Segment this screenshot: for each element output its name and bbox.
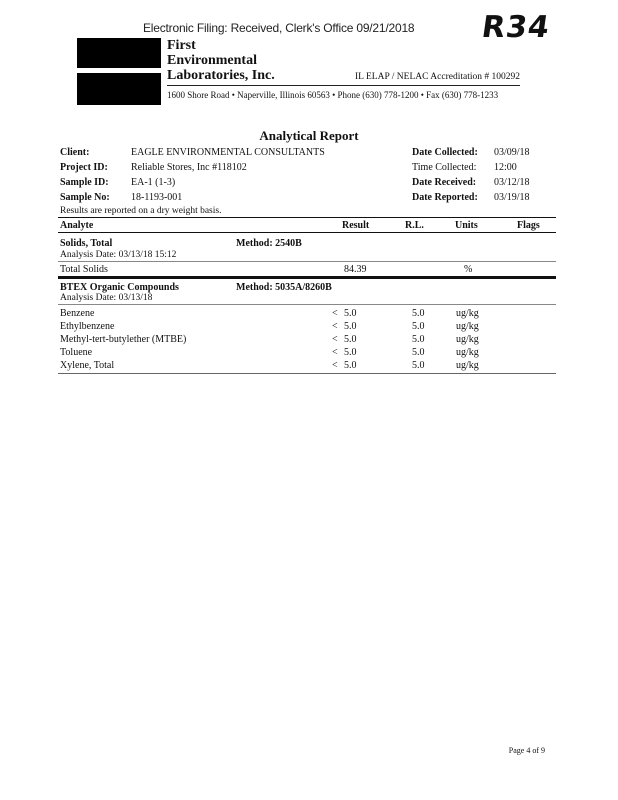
date-collected-value: 03/09/18 [494, 147, 530, 158]
date-reported-value: 03/19/18 [494, 192, 530, 203]
report-title: Analytical Report [259, 128, 359, 143]
date-collected-label: Date Collected: [412, 147, 478, 158]
solids-section-title: Solids, Total [60, 238, 113, 249]
btex-rl: 5.0 [412, 321, 425, 332]
col-header-flags: Flags [517, 220, 540, 231]
btex-qualifier: < [332, 334, 338, 345]
btex-qualifier: < [332, 308, 338, 319]
btex-result: 5.0 [344, 308, 357, 319]
btex-section-title: BTEX Organic Compounds [60, 282, 179, 293]
btex-qualifier: < [332, 360, 338, 371]
table-top-rule [58, 217, 556, 218]
table-header-rule [58, 232, 556, 233]
btex-qualifier: < [332, 347, 338, 358]
sample-no-value: 18-1193-001 [131, 192, 183, 203]
btex-rl: 5.0 [412, 347, 425, 358]
sample-no-label: Sample No: [60, 192, 110, 203]
btex-sub-rule [58, 304, 556, 305]
project-value: Reliable Stores, Inc #118102 [131, 162, 247, 173]
btex-result: 5.0 [344, 321, 357, 332]
date-reported-label: Date Reported: [412, 192, 478, 203]
col-header-analyte: Analyte [60, 220, 94, 231]
btex-analyte: Xylene, Total [60, 360, 115, 371]
accreditation: IL ELAP / NELAC Accreditation # 100292 [355, 72, 520, 82]
solids-result: 84.39 [344, 264, 367, 275]
redaction-block-top [77, 38, 161, 68]
basis-note: Results are reported on a dry weight basis. [60, 206, 222, 216]
btex-analyte: Toluene [60, 347, 93, 358]
section-divider-thick [58, 276, 556, 279]
btex-result: 5.0 [344, 334, 357, 345]
page-number: Page 4 of 9 [508, 746, 545, 755]
btex-units: ug/kg [456, 321, 479, 332]
table-cutoff-rule [58, 373, 556, 374]
project-label: Project ID: [60, 162, 108, 173]
btex-analyte: Ethylbenzene [60, 321, 115, 332]
btex-rl: 5.0 [412, 334, 425, 345]
btex-method: Method: 5035A/8260B [236, 282, 332, 293]
lab-address: 1600 Shore Road • Naperville, Illinois 60563 • Phone (630) 778-1200 • Fax (630) 778-1233 [167, 90, 499, 100]
btex-analyte: Methyl-tert-butylether (MTBE) [60, 334, 187, 345]
btex-rl: 5.0 [412, 308, 425, 319]
btex-units: ug/kg [456, 360, 479, 371]
btex-analyte: Benzene [60, 308, 95, 319]
redaction-block-bottom [77, 73, 161, 105]
filing-stamp: Electronic Filing: Received, Clerk's Office 09/21/2018 [143, 21, 415, 35]
client-value: EAGLE ENVIRONMENTAL CONSULTANTS [131, 147, 325, 158]
sample-id-value: EA-1 (1-3) [131, 177, 176, 188]
solids-sub-rule [58, 261, 556, 262]
btex-analysis-date: Analysis Date: 03/13/18 [60, 293, 153, 303]
col-header-units: Units [455, 220, 478, 231]
sample-id-label: Sample ID: [60, 177, 109, 188]
lab-name-line1: First [167, 38, 196, 53]
solids-analysis-date: Analysis Date: 03/13/18 15:12 [60, 250, 177, 260]
client-label: Client: [60, 147, 90, 158]
btex-result: 5.0 [344, 360, 357, 371]
col-header-result: Result [342, 220, 370, 231]
btex-result: 5.0 [344, 347, 357, 358]
btex-units: ug/kg [456, 308, 479, 319]
lab-name-line3: Laboratories, Inc. [167, 68, 275, 83]
btex-units: ug/kg [456, 347, 479, 358]
header-rule [167, 85, 520, 86]
solids-units: % [464, 264, 473, 275]
handwritten-mark: R34 [479, 10, 553, 45]
date-received-label: Date Received: [412, 177, 477, 188]
time-collected-label: Time Collected: [412, 162, 477, 173]
col-header-rl: R.L. [405, 220, 424, 231]
lab-name-line2: Environmental [167, 53, 257, 68]
btex-qualifier: < [332, 321, 338, 332]
solids-analyte: Total Solids [60, 264, 108, 275]
btex-units: ug/kg [456, 334, 479, 345]
date-received-value: 03/12/18 [494, 177, 530, 188]
time-collected-value: 12:00 [494, 162, 517, 173]
btex-rl: 5.0 [412, 360, 425, 371]
solids-method: Method: 2540B [236, 238, 302, 249]
